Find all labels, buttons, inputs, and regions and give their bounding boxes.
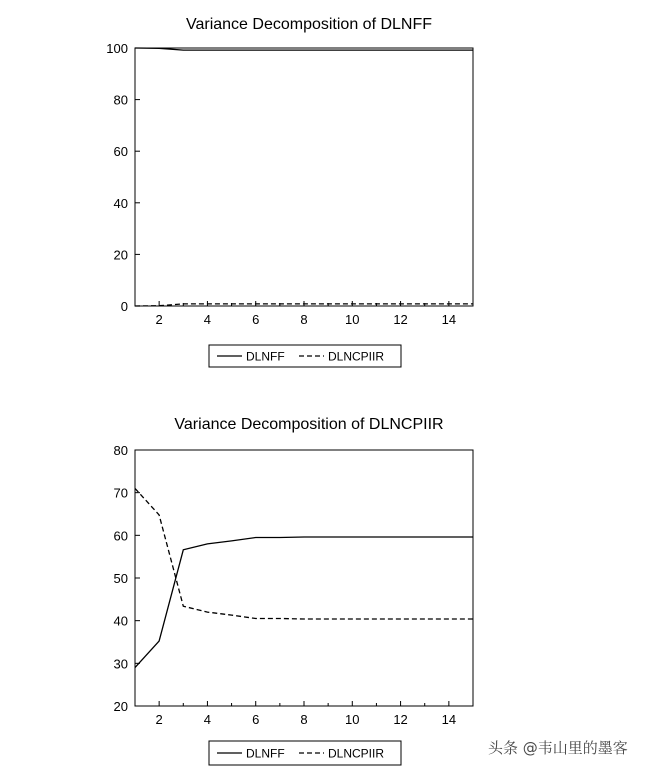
x-tick-label: 10: [345, 312, 360, 327]
x-tick-label: 14: [441, 312, 457, 327]
x-tick-label: 14: [441, 712, 457, 727]
x-tick-label: 6: [252, 312, 260, 327]
y-tick-label: 50: [113, 571, 128, 586]
chart-2: [114, 416, 473, 765]
y-tick-label: 70: [113, 485, 128, 501]
y-tick-label: 80: [113, 92, 128, 108]
legend-label-dlnff: DLNFF: [246, 746, 285, 761]
x-tick-label: 8: [300, 312, 308, 327]
x-tick-label: 6: [252, 712, 260, 727]
y-tick-label: 100: [106, 41, 128, 56]
y-tick-label: 0: [120, 299, 128, 314]
watermark-text: 头条 @韦山里的墨客: [488, 739, 628, 757]
x-tick-label: 12: [393, 712, 408, 727]
legend-label-dlnff: DLNFF: [246, 349, 285, 364]
y-tick-label: 20: [113, 699, 128, 714]
legend-label-dlncpiir: DLNCPIIR: [328, 746, 385, 761]
series-line-dlnff: [135, 537, 473, 668]
x-tick-label: 4: [203, 712, 212, 727]
x-tick-label: 4: [203, 312, 212, 327]
plot-frame: [135, 48, 473, 306]
x-tick-label: 10: [345, 712, 360, 727]
series-line-dlncpiir: [135, 488, 473, 619]
chart-title: Variance Decomposition of DLNCPIIR: [174, 416, 444, 433]
y-tick-label: 40: [113, 195, 128, 211]
x-tick-label: 12: [393, 312, 408, 327]
legend-label-dlncpiir: DLNCPIIR: [328, 349, 385, 364]
y-tick-label: 20: [113, 247, 128, 263]
x-tick-label: 8: [300, 712, 308, 727]
legend: [209, 741, 401, 765]
legend: [209, 345, 401, 367]
x-tick-label: 2: [155, 312, 163, 327]
y-tick-label: 30: [113, 656, 128, 672]
chart-1: [106, 16, 473, 367]
y-tick-label: 60: [113, 144, 128, 160]
y-tick-label: 80: [113, 443, 128, 458]
plot-frame: [135, 450, 473, 706]
x-tick-label: 2: [155, 712, 163, 727]
y-tick-label: 60: [113, 528, 128, 544]
y-tick-label: 40: [113, 613, 128, 629]
chart-title: Variance Decomposition of DLNFF: [185, 16, 433, 33]
